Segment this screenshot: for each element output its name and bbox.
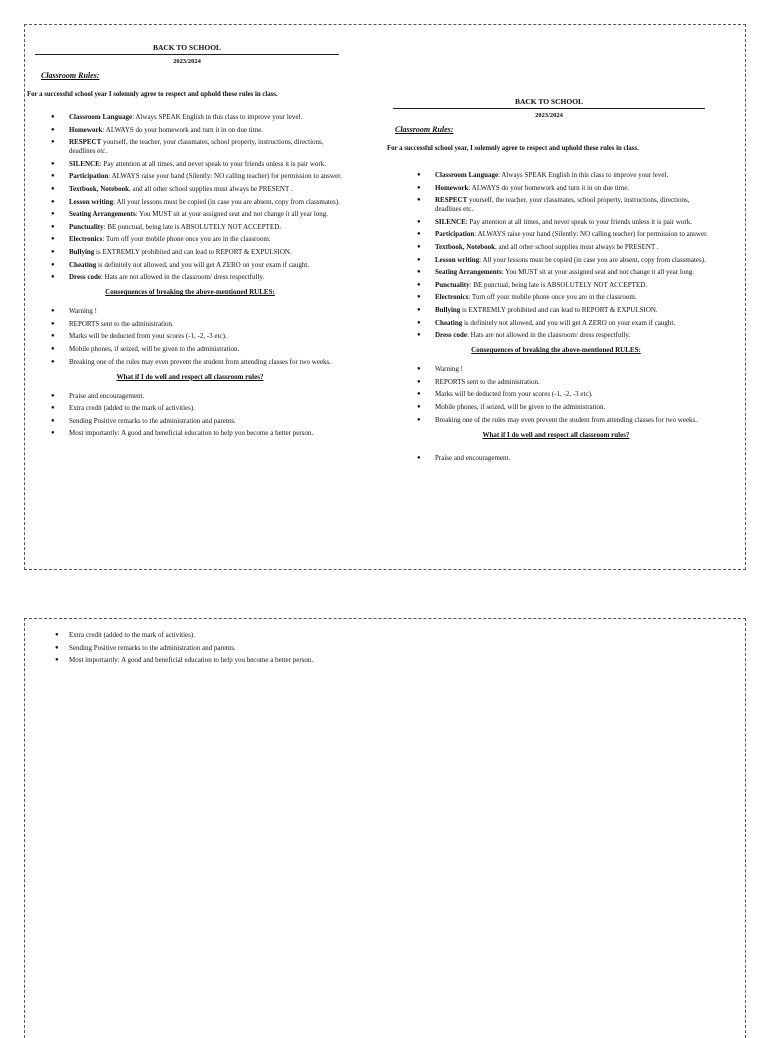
rule-item: ● RESPECT yourself, the teacher, your classmates, school property, instructions, directions, deadlines etc.	[27, 138, 353, 156]
consequence-item: ● REPORTS sent to the administration.	[393, 378, 719, 387]
reward-item: ● Most importantly: A good and beneficial education to help you become a better person.	[27, 429, 353, 438]
rule-item: ● Punctuality: BE punctual, being late is ABSOLUTELY NOT ACCEPTED.	[27, 223, 353, 232]
rule-item: ● Cheating is definitely not allowed, and you will get A ZERO on your exam if caught.	[393, 319, 719, 328]
rule-item: ● Participation: ALWAYS raise your hand (Silently: NO calling teacher) for permission to answer.	[27, 172, 353, 181]
rewards-list	[27, 392, 353, 439]
rule-item: ● Textbook, Notebook, and all other school supplies must always be PRESENT .	[27, 185, 353, 194]
doc-year: 2023/2024	[535, 112, 563, 119]
document-column-left	[27, 43, 353, 442]
rule-item: ● Seating Arrangements: You MUST sit at your assigned seat and not change it all year long.	[27, 210, 353, 219]
rule-item: ● Cheating is definitely not allowed, and you will get A ZERO on your exam if caught.	[27, 261, 353, 270]
rules-list	[393, 171, 719, 340]
consequences-list	[27, 307, 353, 366]
consequence-item: ● Breaking one of the rules may even prevent the student from attending classes for two weeks.	[393, 416, 719, 425]
rule-item: ● Punctuality: BE punctual, being late is ABSOLUTELY NOT ACCEPTED.	[393, 281, 719, 290]
rules-heading: Classroom Rules:	[41, 71, 100, 80]
rule-item: ● Classroom Language: Always SPEAK English in this class to improve your level.	[393, 171, 719, 180]
document-column-right	[387, 97, 719, 466]
doc-title: BACK TO SCHOOL	[35, 43, 339, 55]
rule-item: ● SILENCE: Pay attention at all times, and never speak to your friends unless it is pair work.	[27, 160, 353, 169]
rewards-list-continued	[55, 631, 381, 665]
doc-title: BACK TO SCHOOL	[393, 97, 705, 109]
consequence-item: ● Warning !	[393, 365, 719, 374]
rule-item: ● Dress code: Hats are not allowed in the classroom/ dress respectfully.	[27, 273, 353, 282]
doc-year: 2023/2024	[173, 58, 201, 65]
rule-item: ● Participation: ALWAYS raise your hand (Silently: NO calling teacher) for permission to answer.	[393, 230, 719, 239]
rule-item: ● Bullying is EXTREMLY prohibited and can lead to REPORT & EXPULSION.	[27, 248, 353, 257]
reward-item: ● Sending Positive remarks to the administration and parents.	[27, 417, 353, 426]
document-column-continued	[55, 631, 381, 669]
rule-item: ● Electronics: Turn off your mobile phone once you are in the classroom.	[27, 235, 353, 244]
rule-item: ● Electronics: Turn off your mobile phone once you are in the classroom.	[393, 293, 719, 302]
rule-item: ● RESPECT yourself, the teacher, your classmates, school property, instructions, directions, deadlines etc.	[393, 196, 719, 214]
rule-item: ● Homework: ALWAYS do your homework and turn it in on due time.	[27, 126, 353, 135]
rule-item: ● Homework: ALWAYS do your homework and turn it in on due time.	[393, 184, 719, 193]
consequence-item: ● Marks will be deducted from your scores (-1, -2, -3 etc).	[27, 332, 353, 341]
document-page-1	[24, 24, 746, 570]
consequence-item: ● Marks will be deducted from your scores (-1, -2, -3 etc).	[393, 390, 719, 399]
rules-heading: Classroom Rules:	[395, 125, 454, 134]
rule-item: ● Textbook, Notebook, and all other school supplies must always be PRESENT .	[393, 243, 719, 252]
reward-item: ● Extra credit (added to the mark of activities).	[55, 631, 381, 640]
consequence-item: ● Breaking one of the rules may even prevent the student from attending classes for two weeks.	[27, 358, 353, 367]
consequences-heading: Consequences of breaking the above-mentioned RULES:	[105, 288, 275, 297]
reward-item: ● Sending Positive remarks to the administration and parents.	[55, 644, 381, 653]
rule-item: ● Classroom Language: Always SPEAK English in this class to improve your level.	[27, 113, 353, 122]
consequence-item: ● Mobile phones, if seized, will be given to the administration.	[27, 345, 353, 354]
consequence-item: ● Warning !	[27, 307, 353, 316]
intro-text: For a successful school year I solemnly agree to respect and uphold these rules in class.	[27, 91, 278, 98]
rewards-heading: What if I do well and respect all classroom rules?	[116, 372, 264, 381]
rules-list	[27, 113, 353, 282]
rule-item: ● SILENCE: Pay attention at all times, and never speak to your friends unless it is pair work.	[393, 218, 719, 227]
rule-item: ● Bullying is EXTREMLY prohibited and can lead to REPORT & EXPULSION.	[393, 306, 719, 315]
consequence-item: ● Mobile phones, if seized, will be given to the administration.	[393, 403, 719, 412]
reward-item: ● Praise and encouragement.	[27, 392, 353, 401]
rule-item: ● Lesson writing: All your lessons must be copied (in case you are absent, copy from classmates).	[393, 256, 719, 265]
document-page-2	[24, 618, 746, 1038]
intro-text: For a successful school year, I solemnly agree to respect and uphold these rules in class.	[387, 145, 639, 152]
reward-item: ● Praise and encouragement.	[393, 454, 719, 463]
rewards-list	[393, 454, 719, 463]
rewards-heading: What if I do well and respect all classroom rules?	[482, 430, 630, 439]
reward-item: ● Most importantly: A good and beneficial education to help you become a better person.	[55, 656, 381, 665]
rule-item: ● Lesson writing: All your lessons must be copied (in case you are absent, copy from classmates).	[27, 198, 353, 207]
rule-item: ● Seating Arrangements: You MUST sit at your assigned seat and not change it all year long.	[393, 268, 719, 277]
reward-item: ● Extra credit (added to the mark of activities).	[27, 404, 353, 413]
consequences-list	[393, 365, 719, 424]
consequences-heading: Consequences of breaking the above-mentioned RULES:	[471, 346, 641, 355]
consequence-item: ● REPORTS sent to the administration.	[27, 320, 353, 329]
rule-item: ● Dress code: Hats are not allowed in the classroom/ dress respectfully.	[393, 331, 719, 340]
